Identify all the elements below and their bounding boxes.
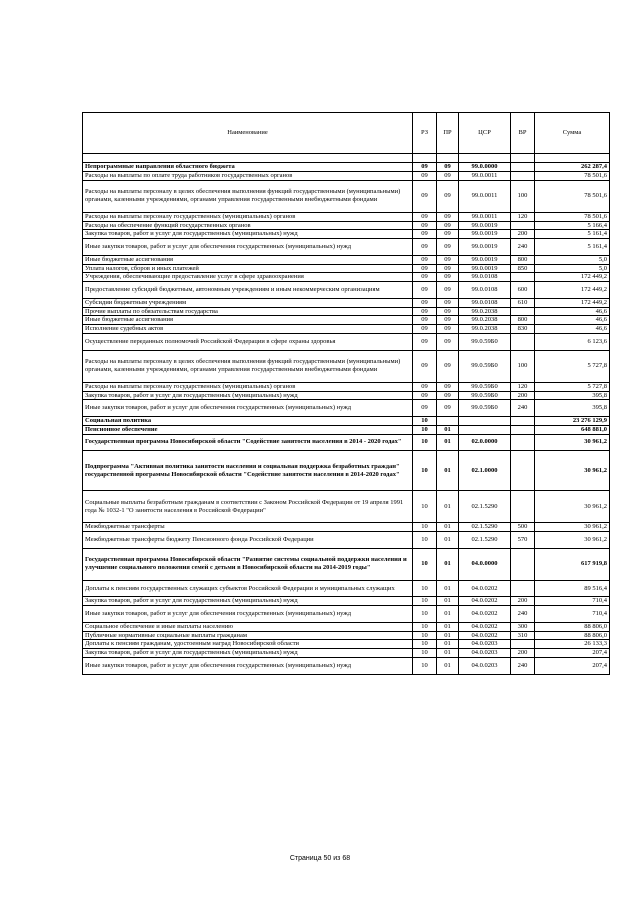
cell-csr: 04.0.0202 — [459, 622, 511, 631]
cell-csr: 99.0.0108 — [459, 273, 511, 282]
header-name: Наименование — [83, 113, 413, 154]
cell-rz: 09 — [413, 400, 437, 417]
cell-csr: 99.0.0019 — [459, 239, 511, 256]
cell-pr: 09 — [437, 316, 459, 325]
cell-name: Расходы на выплаты по оплате труда работников государственных органов — [83, 171, 413, 180]
cell-sum: 262 287,4 — [535, 163, 610, 172]
table-row — [83, 163, 610, 172]
cell-pr: 01 — [437, 640, 459, 649]
cell-vr: 800 — [511, 316, 535, 325]
cell-csr: 99.0.0011 — [459, 171, 511, 180]
cell-name: Иные бюджетные ассигнования — [83, 316, 413, 325]
cell-csr: 99.0.2038 — [459, 325, 511, 334]
cell-vr: 500 — [511, 523, 535, 532]
table-row — [83, 307, 610, 316]
cell-rz: 09 — [413, 230, 437, 239]
cell-name: Социальная политика — [83, 416, 413, 425]
table-row — [83, 273, 610, 282]
cell-sum: 46,6 — [535, 325, 610, 334]
table-row — [83, 532, 610, 549]
cell-name: Межбюджетные трансферты — [83, 523, 413, 532]
cell-sum: 395,8 — [535, 400, 610, 417]
page-footer: Страница 50 из 68 — [289, 855, 351, 862]
cell-sum: 30 961,2 — [535, 491, 610, 523]
budget-table — [82, 112, 610, 675]
cell-csr: 04.0.0203 — [459, 649, 511, 658]
cell-pr: 01 — [437, 425, 459, 434]
table-row — [83, 400, 610, 417]
cell-rz: 09 — [413, 316, 437, 325]
cell-vr: 830 — [511, 325, 535, 334]
cell-rz: 09 — [413, 333, 437, 350]
cell-rz: 10 — [413, 523, 437, 532]
cell-vr: 240 — [511, 658, 535, 675]
table-row — [83, 171, 610, 180]
cell-name: Осуществление переданных полномочий Российской Федерации в сфере охраны здоровья — [83, 333, 413, 350]
cell-csr: 02.1.0000 — [459, 451, 511, 491]
cell-pr: 09 — [437, 180, 459, 212]
cell-name: Закупка товаров, работ и услуг для государственных (муниципальных) нужд — [83, 230, 413, 239]
cell-name: Закупка товаров, работ и услуг для государственных (муниципальных) нужд — [83, 391, 413, 400]
cell-vr: 300 — [511, 622, 535, 631]
cell-pr: 01 — [437, 631, 459, 640]
cell-rz: 09 — [413, 180, 437, 212]
cell-sum: 88 806,0 — [535, 631, 610, 640]
cell-name: Расходы на выплаты персоналу в целях обеспечения выполнения функций государственными (муниципальными) органами, казенными учреждениями, органами управления государственными внебюджетными фондами — [83, 180, 413, 212]
cell-sum: 648 881,0 — [535, 425, 610, 434]
table-row — [83, 255, 610, 264]
table-row — [83, 416, 610, 425]
cell-csr: 04.0.0202 — [459, 597, 511, 606]
cell-rz: 09 — [413, 350, 437, 382]
cell-rz: 10 — [413, 631, 437, 640]
cell-pr: 09 — [437, 264, 459, 273]
cell-sum: 46,6 — [535, 307, 610, 316]
cell-csr: 02.1.5290 — [459, 523, 511, 532]
table-row — [83, 333, 610, 350]
cell-rz: 10 — [413, 649, 437, 658]
table-body — [83, 154, 610, 675]
cell-csr: 99.0.59Б0 — [459, 333, 511, 350]
cell-name: Иные закупки товаров, работ и услуг для обеспечения государственных (муниципальных) нужд — [83, 239, 413, 256]
cell-sum: 5 727,8 — [535, 350, 610, 382]
header-vr: ВР — [511, 113, 535, 154]
cell-rz: 10 — [413, 416, 437, 425]
cell-pr: 01 — [437, 580, 459, 597]
table-row — [83, 264, 610, 273]
table-row — [83, 239, 610, 256]
cell-pr: 09 — [437, 171, 459, 180]
cell-csr: 99.0.0019 — [459, 255, 511, 264]
cell-sum: 5,0 — [535, 264, 610, 273]
header-csr: ЦСР — [459, 113, 511, 154]
cell-sum: 89 516,4 — [535, 580, 610, 597]
cell-pr: 09 — [437, 307, 459, 316]
cell-name: Социальные выплаты безработным гражданам в соответствии с Законом Российской Федерации от 19 апреля 1991 года № 1032-1 "О занятости населения в Российской Федерации" — [83, 491, 413, 523]
cell-name: Межбюджетные трансферты бюджету Пенсионного фонда Российской Федерации — [83, 532, 413, 549]
cell-csr: 04.0.0202 — [459, 580, 511, 597]
cell-rz: 10 — [413, 451, 437, 491]
table-row — [83, 640, 610, 649]
cell-rz: 09 — [413, 212, 437, 221]
cell-vr: 610 — [511, 298, 535, 307]
cell-sum: 172 449,2 — [535, 298, 610, 307]
table-row — [83, 622, 610, 631]
cell-rz: 09 — [413, 391, 437, 400]
cell-csr: 99.0.2038 — [459, 316, 511, 325]
cell-pr: 09 — [437, 350, 459, 382]
cell-sum: 30 961,2 — [535, 451, 610, 491]
cell-vr: 240 — [511, 239, 535, 256]
cell-name: Иные закупки товаров, работ и услуг для обеспечения государственных (муниципальных) нужд — [83, 658, 413, 675]
cell-rz: 10 — [413, 491, 437, 523]
cell-rz: 09 — [413, 255, 437, 264]
cell-rz: 10 — [413, 548, 437, 580]
cell-rz: 10 — [413, 658, 437, 675]
cell-name: Подпрограмма "Активная политика занятости населения и социальная поддержка безработных граждан" государственной программы Новосибирской области "Содействие занятости населения в 2014-2020 годах" — [83, 451, 413, 491]
cell-pr: 09 — [437, 230, 459, 239]
cell-csr: 04.0.0000 — [459, 548, 511, 580]
header-rz: РЗ — [413, 113, 437, 154]
cell-vr — [511, 333, 535, 350]
cell-rz: 09 — [413, 282, 437, 299]
cell-rz: 09 — [413, 171, 437, 180]
table-row — [83, 425, 610, 434]
cell-vr: 120 — [511, 382, 535, 391]
cell-vr: 240 — [511, 400, 535, 417]
cell-vr — [511, 416, 535, 425]
table-row — [83, 548, 610, 580]
cell-sum: 617 919,8 — [535, 548, 610, 580]
cell-csr — [459, 416, 511, 425]
cell-vr: 240 — [511, 606, 535, 623]
cell-rz: 09 — [413, 298, 437, 307]
cell-pr: 01 — [437, 658, 459, 675]
cell-sum: 207,4 — [535, 649, 610, 658]
cell-sum: 23 276 129,9 — [535, 416, 610, 425]
cell-pr: 01 — [437, 451, 459, 491]
header-sum: Сумма — [535, 113, 610, 154]
cell-csr: 99.0.0011 — [459, 212, 511, 221]
table-row — [83, 434, 610, 451]
cell-vr: 570 — [511, 532, 535, 549]
cell-csr: 99.0.59Б0 — [459, 350, 511, 382]
cell-vr: 100 — [511, 350, 535, 382]
cell-csr: 99.0.0011 — [459, 180, 511, 212]
cell-pr: 01 — [437, 597, 459, 606]
cell-name: Государственная программа Новосибирской области "Содействие занятости населения в 2014 - 2020 годах" — [83, 434, 413, 451]
cell-rz: 10 — [413, 597, 437, 606]
cell-sum: 46,6 — [535, 316, 610, 325]
cell-vr — [511, 163, 535, 172]
cell-sum: 5 161,4 — [535, 230, 610, 239]
cell-vr: 800 — [511, 255, 535, 264]
cell-csr: 04.0.0202 — [459, 606, 511, 623]
cell-rz: 10 — [413, 434, 437, 451]
cell-pr: 01 — [437, 532, 459, 549]
table-row — [83, 221, 610, 230]
cell-rz: 10 — [413, 622, 437, 631]
cell-vr — [511, 548, 535, 580]
cell-name: Пенсионное обеспечение — [83, 425, 413, 434]
cell-rz: 09 — [413, 325, 437, 334]
cell-vr — [511, 425, 535, 434]
cell-csr — [459, 425, 511, 434]
cell-sum: 30 961,2 — [535, 434, 610, 451]
cell-pr — [437, 416, 459, 425]
table-row — [83, 325, 610, 334]
cell-pr: 09 — [437, 325, 459, 334]
cell-rz: 09 — [413, 239, 437, 256]
cell-pr: 09 — [437, 382, 459, 391]
cell-vr — [511, 273, 535, 282]
cell-rz: 09 — [413, 163, 437, 172]
cell-pr: 01 — [437, 606, 459, 623]
cell-pr: 09 — [437, 282, 459, 299]
cell-csr: 02.1.5290 — [459, 491, 511, 523]
table-header-row — [83, 113, 610, 154]
cell-name: Доплаты к пенсиям государственных служащих субъектов Российской Федерации и муниципальных служащих — [83, 580, 413, 597]
cell-name: Расходы на выплаты персоналу государственных (муниципальных) органов — [83, 212, 413, 221]
table-row — [83, 631, 610, 640]
cell-rz: 10 — [413, 425, 437, 434]
cell-vr — [511, 451, 535, 491]
cell-sum: 172 449,2 — [535, 282, 610, 299]
cell-name: Публичные нормативные социальные выплаты гражданам — [83, 631, 413, 640]
table-row — [83, 523, 610, 532]
cell-name: Уплата налогов, сборов и иных платежей — [83, 264, 413, 273]
cell-name: Исполнение судебных актов — [83, 325, 413, 334]
cell-sum: 30 961,2 — [535, 532, 610, 549]
cell-csr: 99.0.59Б0 — [459, 391, 511, 400]
header-spacer-row — [83, 154, 610, 163]
cell-rz: 09 — [413, 382, 437, 391]
cell-name: Государственная программа Новосибирской области "Развитие системы социальной поддержки населения и улучшение социального положения семей с детьми в Новосибирской области на 2014-2019 годы" — [83, 548, 413, 580]
cell-csr: 99.0.0000 — [459, 163, 511, 172]
cell-rz: 10 — [413, 580, 437, 597]
cell-pr: 09 — [437, 212, 459, 221]
cell-name: Субсидии бюджетным учреждениям — [83, 298, 413, 307]
cell-vr: 200 — [511, 597, 535, 606]
cell-sum: 78 501,6 — [535, 180, 610, 212]
cell-rz: 09 — [413, 307, 437, 316]
cell-sum: 30 961,2 — [535, 523, 610, 532]
table-row — [83, 649, 610, 658]
cell-sum: 5,0 — [535, 255, 610, 264]
cell-pr: 09 — [437, 239, 459, 256]
table-row — [83, 597, 610, 606]
table-row — [83, 451, 610, 491]
cell-pr: 01 — [437, 491, 459, 523]
cell-pr: 01 — [437, 523, 459, 532]
cell-sum: 710,4 — [535, 597, 610, 606]
cell-vr: 850 — [511, 264, 535, 273]
cell-name: Расходы на обеспечение функций государственных органов — [83, 221, 413, 230]
cell-vr: 200 — [511, 230, 535, 239]
cell-vr — [511, 221, 535, 230]
cell-vr: 200 — [511, 649, 535, 658]
cell-name: Расходы на выплаты персоналу в целях обеспечения выполнения функций государственными (муниципальными) органами, казенными учреждениями, органами управления государственными внебюджетными фондами — [83, 350, 413, 382]
cell-sum: 172 449,2 — [535, 273, 610, 282]
cell-sum: 6 123,6 — [535, 333, 610, 350]
cell-csr: 99.0.0108 — [459, 282, 511, 299]
cell-csr: 04.0.0203 — [459, 658, 511, 675]
cell-name: Расходы на выплаты персоналу государственных (муниципальных) органов — [83, 382, 413, 391]
cell-pr: 09 — [437, 273, 459, 282]
table-row — [83, 606, 610, 623]
cell-pr: 09 — [437, 391, 459, 400]
cell-name: Закупка товаров, работ и услуг для государственных (муниципальных) нужд — [83, 649, 413, 658]
cell-vr: 600 — [511, 282, 535, 299]
cell-csr: 02.0.0000 — [459, 434, 511, 451]
cell-pr: 09 — [437, 255, 459, 264]
cell-name: Учреждения, обеспечивающие предоставление услуг в сфере здравоохранения — [83, 273, 413, 282]
cell-name: Социальное обеспечение и иные выплаты населению — [83, 622, 413, 631]
cell-vr: 310 — [511, 631, 535, 640]
cell-sum: 78 501,6 — [535, 171, 610, 180]
cell-vr — [511, 491, 535, 523]
cell-vr — [511, 434, 535, 451]
cell-sum: 26 133,3 — [535, 640, 610, 649]
cell-sum: 88 806,0 — [535, 622, 610, 631]
table-row — [83, 298, 610, 307]
cell-csr: 99.0.0019 — [459, 221, 511, 230]
cell-pr: 01 — [437, 434, 459, 451]
cell-pr: 01 — [437, 548, 459, 580]
cell-pr: 09 — [437, 298, 459, 307]
cell-vr: 120 — [511, 212, 535, 221]
cell-csr: 99.0.0019 — [459, 264, 511, 273]
cell-sum: 5 161,4 — [535, 239, 610, 256]
cell-sum: 710,4 — [535, 606, 610, 623]
cell-csr: 99.0.59Б0 — [459, 400, 511, 417]
cell-rz: 10 — [413, 532, 437, 549]
cell-name: Иные закупки товаров, работ и услуг для обеспечения государственных (муниципальных) нужд — [83, 400, 413, 417]
cell-rz: 10 — [413, 640, 437, 649]
table-row — [83, 282, 610, 299]
cell-vr — [511, 640, 535, 649]
cell-csr: 99.0.0108 — [459, 298, 511, 307]
cell-name: Иные бюджетные ассигнования — [83, 255, 413, 264]
cell-name: Иные закупки товаров, работ и услуг для обеспечения государственных (муниципальных) нужд — [83, 606, 413, 623]
table-row — [83, 180, 610, 212]
cell-pr: 09 — [437, 221, 459, 230]
cell-pr: 01 — [437, 649, 459, 658]
cell-csr: 02.1.5290 — [459, 532, 511, 549]
cell-csr: 04.0.0202 — [459, 631, 511, 640]
table-row — [83, 382, 610, 391]
cell-rz: 10 — [413, 606, 437, 623]
cell-vr: 200 — [511, 391, 535, 400]
cell-sum: 395,8 — [535, 391, 610, 400]
cell-name: Доплаты к пенсиям гражданам, удостоенным наград Новосибирской области — [83, 640, 413, 649]
cell-rz: 09 — [413, 221, 437, 230]
cell-csr: 99.0.2038 — [459, 307, 511, 316]
table-row — [83, 491, 610, 523]
cell-rz: 09 — [413, 264, 437, 273]
cell-vr — [511, 171, 535, 180]
cell-name: Прочие выплаты по обязательствам государства — [83, 307, 413, 316]
cell-csr: 04.0.0203 — [459, 640, 511, 649]
table-row — [83, 212, 610, 221]
header-pr: ПР — [437, 113, 459, 154]
cell-sum: 78 501,6 — [535, 212, 610, 221]
cell-vr — [511, 307, 535, 316]
cell-pr: 09 — [437, 400, 459, 417]
cell-vr: 100 — [511, 180, 535, 212]
cell-pr: 01 — [437, 622, 459, 631]
cell-csr: 99.0.59Б0 — [459, 382, 511, 391]
cell-sum: 207,4 — [535, 658, 610, 675]
table-row — [83, 316, 610, 325]
cell-name: Непрограммные направления областного бюджета — [83, 163, 413, 172]
cell-pr: 09 — [437, 333, 459, 350]
table-row — [83, 580, 610, 597]
cell-vr — [511, 580, 535, 597]
cell-name: Закупка товаров, работ и услуг для государственных (муниципальных) нужд — [83, 597, 413, 606]
cell-sum: 5 166,4 — [535, 221, 610, 230]
cell-name: Предоставление субсидий бюджетным, автономным учреждениям и иным некоммерческим организациям — [83, 282, 413, 299]
table-row — [83, 350, 610, 382]
table-row — [83, 391, 610, 400]
table-row — [83, 230, 610, 239]
cell-rz: 09 — [413, 273, 437, 282]
cell-pr: 09 — [437, 163, 459, 172]
table-row — [83, 658, 610, 675]
cell-sum: 5 727,8 — [535, 382, 610, 391]
cell-csr: 99.0.0019 — [459, 230, 511, 239]
